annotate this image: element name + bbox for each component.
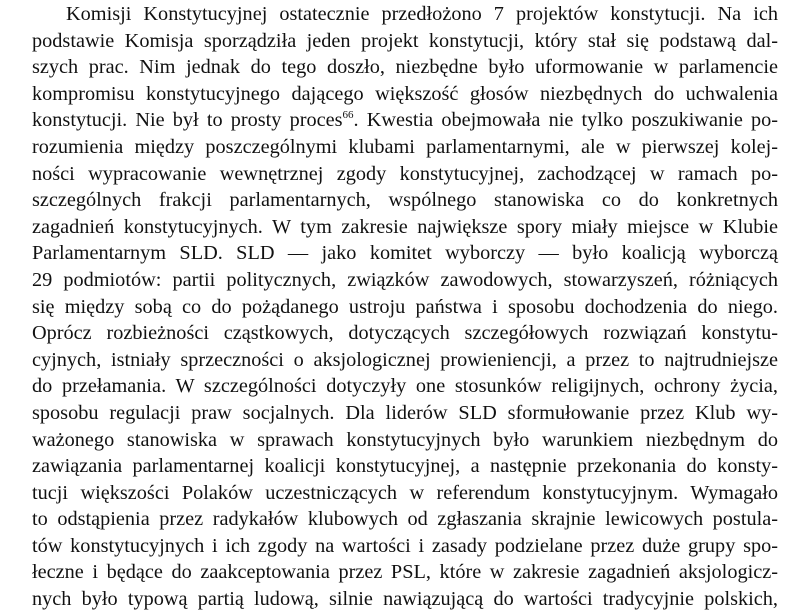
text-line: cyjnych, istniały sprzeczności o aksjologicznej prowieniencji, a przez to najtrudniejsze	[32, 348, 778, 371]
text-line: tucji większości Polaków uczestniczących w referendum konstytucyjnym. Wymagało	[32, 481, 778, 504]
text-line: Komisji Konstytucyjnej ostatecznie przedłożono 7 projektów konstytucji. Na ich	[66, 3, 778, 25]
text-line: kompromisu konstytucyjnego dającego większość głosów niezbędnych do uchwalenia	[32, 82, 778, 105]
text-line: zagadnień konstytucyjnych. W tym zakresie największe spory miały miejsce w Klubie	[32, 215, 778, 238]
text-line: 29 podmiotów: partii politycznych, związków zawodowych, stowarzyszeń, różniących	[32, 268, 778, 291]
text-line: sposobu regulacji praw socjalnych. Dla liderów SLD sformułowanie przez Klub wy-	[32, 401, 778, 424]
text-line: Parlamentarnym SLD. SLD — jako komitet wyborczy — było koalicją wyborczą	[32, 242, 778, 265]
text-line: ności wypracowanie wewnętrznej zgody konstytucyjnej, zachodzącej w ramach po-	[32, 162, 778, 185]
text-line-with-footnote	[32, 107, 778, 134]
text-segment: . Kwestia obejmowała nie tylko poszukiwanie po-	[353, 109, 779, 132]
text-line: do przełamania. W szczególności dotyczyły one stosunków religijnych, ochrony życia,	[32, 375, 778, 398]
text-line: rozumienia między poszczególnymi klubami parlamentarnymi, ale w pierwszej kolej-	[32, 135, 778, 158]
text-line: zawiązania parlamentarnej koalicji konstytucyjnej, a następnie przekonania do konsty-	[32, 455, 778, 478]
footnote-reference[interactable]: 66	[342, 109, 354, 122]
text-line: łeczne i będące do zaakceptowania przez PSL, które w zakresie zagadnień aksjologicz-	[32, 561, 778, 584]
text-line: to odstąpienia przez radykałów klubowych od zgłaszania skrajnie lewicowych postula-	[32, 508, 778, 531]
text-line: ważonego stanowiska w sprawach konstytucyjnych było warunkiem niezbędnym do	[32, 428, 778, 451]
body-paragraph	[32, 1, 778, 613]
text-line: Oprócz rozbieżności cząstkowych, dotyczących szczegółowych rozwiązań konstytu-	[32, 322, 778, 345]
text-line: podstawie Komisja sporządziła jeden projekt konstytucji, który stał się podstawą dal-	[32, 29, 778, 52]
text-line: szczególnych frakcji parlamentarnych, wspólnego stanowiska co do konkretnych	[32, 189, 778, 212]
text-line: tów konstytucyjnych i ich zgody na wartości i zasady podzielane przez duże grupy spo-	[32, 534, 778, 557]
text-segment: konstytucji. Nie był to prosty proces	[32, 109, 343, 132]
text-line: szych prac. Nim jednak do tego doszło, niezbędne było uformowanie w parlamencie	[32, 56, 778, 79]
text-line: nych było typową partią ludową, silnie nawiązującą do wartości tradycyjnie polskich,	[32, 588, 778, 611]
document-page	[32, 1, 778, 613]
text-line: się między sobą co do pożądanego ustroju państwa i sposobu dochodzenia do niego.	[32, 295, 778, 318]
